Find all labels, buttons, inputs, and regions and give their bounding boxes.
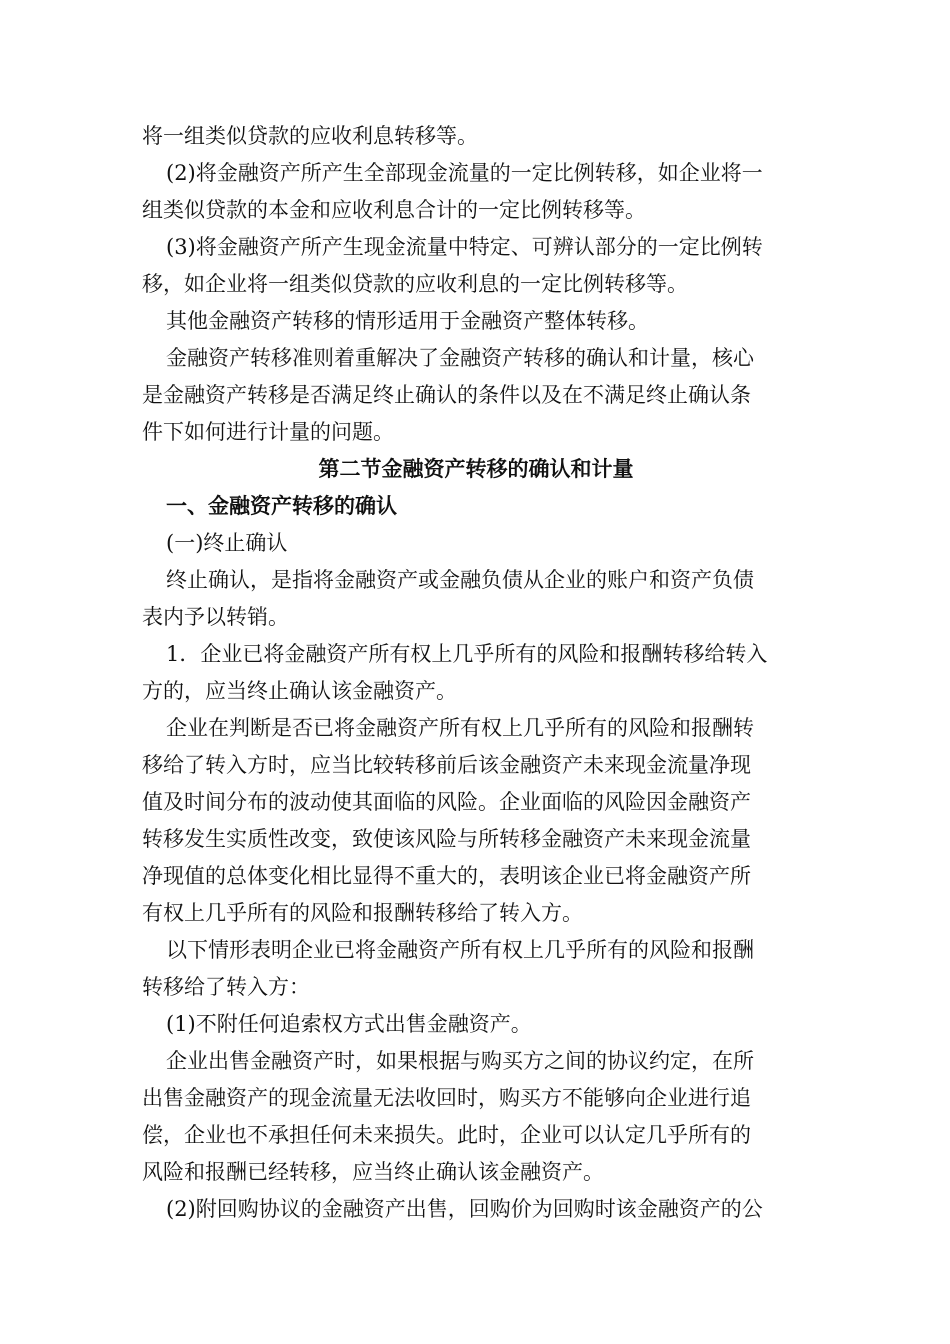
text-line-21: 净现值的总体变化相比显得不重大的，表明该企业已将金融资产所 [142, 864, 751, 888]
text-line-9: 件下如何进行计量的问题。 [142, 420, 394, 444]
text-line-13: 终止确认，是指将金融资产或金融负债从企业的账户和资产负债 [166, 568, 754, 592]
subsection-heading: 一、金融资产转移的确认 [166, 494, 397, 518]
text-line-2: (2)将金融资产所产生全部现金流量的一定比例转移，如企业将一 [166, 161, 763, 185]
sub-subsection-heading: (一)终止确认 [166, 531, 288, 555]
text-line-22: 有权上几乎所有的风险和报酬转移给了转入方。 [142, 901, 583, 925]
document-body [142, 118, 810, 1228]
text-line-16: 方的，应当终止确认该金融资产。 [142, 679, 457, 703]
text-line-5: 移，如企业将一组类似贷款的应收利息的一定比例转移等。 [142, 272, 688, 296]
text-line-28: 偿，企业也不承担任何未来损失。此时，企业可以认定几乎所有的 [142, 1123, 751, 1147]
text-line-14: 表内予以转销。 [142, 605, 289, 629]
text-line-19: 值及时间分布的波动使其面临的风险。企业面临的风险因金融资产 [142, 790, 751, 814]
text-line-23: 以下情形表明企业已将金融资产所有权上几乎所有的风险和报酬 [166, 938, 754, 962]
text-line-24: 转移给了转入方： [142, 975, 310, 999]
text-line-8: 是金融资产转移是否满足终止确认的条件以及在不满足终止确认条 [142, 383, 751, 407]
text-line-25: (1)不附任何追索权方式出售金融资产。 [166, 1012, 532, 1036]
text-line-17: 企业在判断是否已将金融资产所有权上几乎所有的风险和报酬转 [166, 716, 754, 740]
text-line-1: 将一组类似贷款的应收利息转移等。 [142, 124, 478, 148]
text-line-6: 其他金融资产转移的情形适用于金融资产整体转移。 [166, 309, 649, 333]
text-line-30: (2)附回购协议的金融资产出售，回购价为回购时该金融资产的公 [166, 1197, 763, 1221]
text-line-29: 风险和报酬已经转移，应当终止确认该金融资产。 [142, 1160, 604, 1184]
section-title: 第二节金融资产转移的确认和计量 [318, 457, 634, 481]
text-line-15: 1．企业已将金融资产所有权上几乎所有的风险和报酬转移给转入 [166, 642, 768, 666]
text-line-7: 金融资产转移准则着重解决了金融资产转移的确认和计量，核心 [166, 346, 754, 370]
text-line-4: (3)将金融资产所产生现金流量中特定、可辨认部分的一定比例转 [166, 235, 763, 259]
text-line-26: 企业出售金融资产时，如果根据与购买方之间的协议约定，在所 [166, 1049, 754, 1073]
text-line-20: 转移发生实质性改变，致使该风险与所转移金融资产未来现金流量 [142, 827, 751, 851]
text-line-27: 出售金融资产的现金流量无法收回时，购买方不能够向企业进行追 [142, 1086, 751, 1110]
text-line-18: 移给了转入方时，应当比较转移前后该金融资产未来现金流量净现 [142, 753, 751, 777]
text-line-3: 组类似贷款的本金和应收利息合计的一定比例转移等。 [142, 198, 646, 222]
